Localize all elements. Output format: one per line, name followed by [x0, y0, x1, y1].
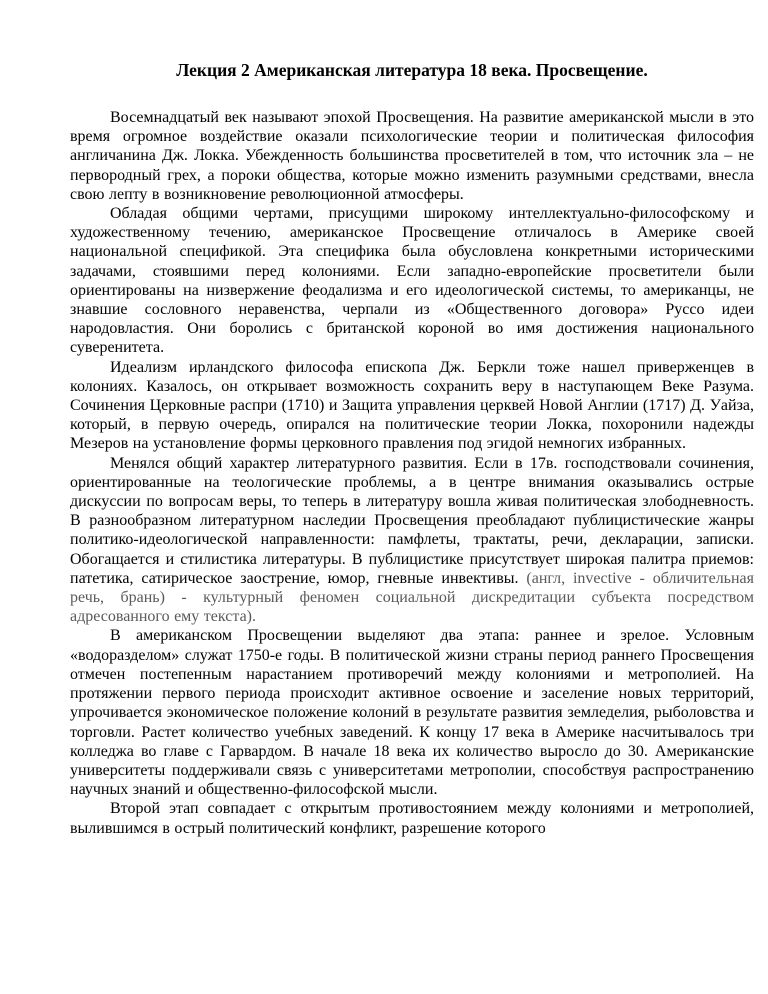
document-title: Лекция 2 Американская литература 18 века. Просвещение. — [176, 60, 648, 80]
text-run: Менялся общий характер литературного развития. Если в 17в. господствовали сочинения, ориентированные на теологические проблемы, а в центре внимания оказывались острые дискуссии по вопросам веры, то теперь в литературу вошла живая политическая злободневность. В разнообразном литературном наследии Просвещения преобладают публицистические жанры политико-идеологической направленности: памфлеты, трактаты, речи, декларации, записки. Обогащается и стилистика литературы. В публицистике присутствует широкая палитра приемов: патетика, сатирическое заострение, юмор, гневные инвективы. — [70, 454, 754, 587]
text-run: (англ, invective - обличительная речь, брань) - культурный феномен социальной дискредитации субъекта посредством адресованного ему текста). — [70, 569, 754, 626]
paragraph — [70, 358, 754, 454]
paragraph — [70, 108, 754, 204]
paragraph — [70, 799, 754, 837]
text-run: Восемнадцатый век называют эпохой Просвещения. На развитие американской мысли в это время огромное воздействие оказали психологические теории и политическая философия англичанина Дж. Локка. Убежденность большинства просветителей в том, что источник зла – не первородный грех, а пороки общества, которые можно изменить разумными средствами, внесла свою лепту в возникновение революционной атмосферы. — [70, 109, 754, 203]
document-body — [70, 108, 754, 838]
text-run: Обладая общими чертами, присущими широкому интеллектуально-философскому и художественному течению, американское Просвещение отличалось в Америке своей национальной спецификой. Эта специфика была обусловлена конкретными историческими задачами, стоявшими перед колониями. Если западно-европейские просветители были ориентированы на низвержение феодализма и его идеологической системы, то американцы, не знавшие сословного неравенства, черпали из «Общественного договора» Руссо идеи народовластия. Они боролись с британской короной во имя достижения национального суверенитета. — [70, 205, 754, 357]
paragraph — [70, 626, 754, 799]
text-run: Второй этап совпадает с открытым противостоянием между колониями и метрополией, вылившимся в острый политический конфликт, разрешение которого — [70, 800, 754, 837]
text-run: В американском Просвещении выделяют два этапа: раннее и зрелое. Условным «водоразделом» служат 1750-е годы. В политической жизни страны период раннего Просвещения отмечен постепенным нарастанием противоречий между колониями и метрополией. На протяжении первого периода происходит активное освоение и заселение новых территорий, упрочивается экономическое положение колоний в результате развития земледелия, рыболовства и торговли. Растет количество учебных заведений. К концу 17 века в Америке насчитывалось три колледжа во главе с Гарвардом. В начале 18 века их количество выросло до 30. Американские университеты поддерживали связь с университетами метрополии, способствуя распространению научных знаний и общественно-философской мысли. — [70, 627, 754, 799]
paragraph — [70, 454, 754, 627]
paragraph — [70, 204, 754, 358]
text-run: Идеализм ирландского философа епископа Дж. Беркли тоже нашел приверженцев в колониях. Казалось, он открывает возможность сохранить веру в наступающем Веке Разума. Сочинения Церковные распри (1710) и Защита управления церквей Новой Англии (1717) Д. Уайза, который, в первую очередь, опирался на политические теории Локка, похоронили надежды Мезеров на установление формы церковного правления под эгидой немногих избранных. — [70, 358, 754, 453]
